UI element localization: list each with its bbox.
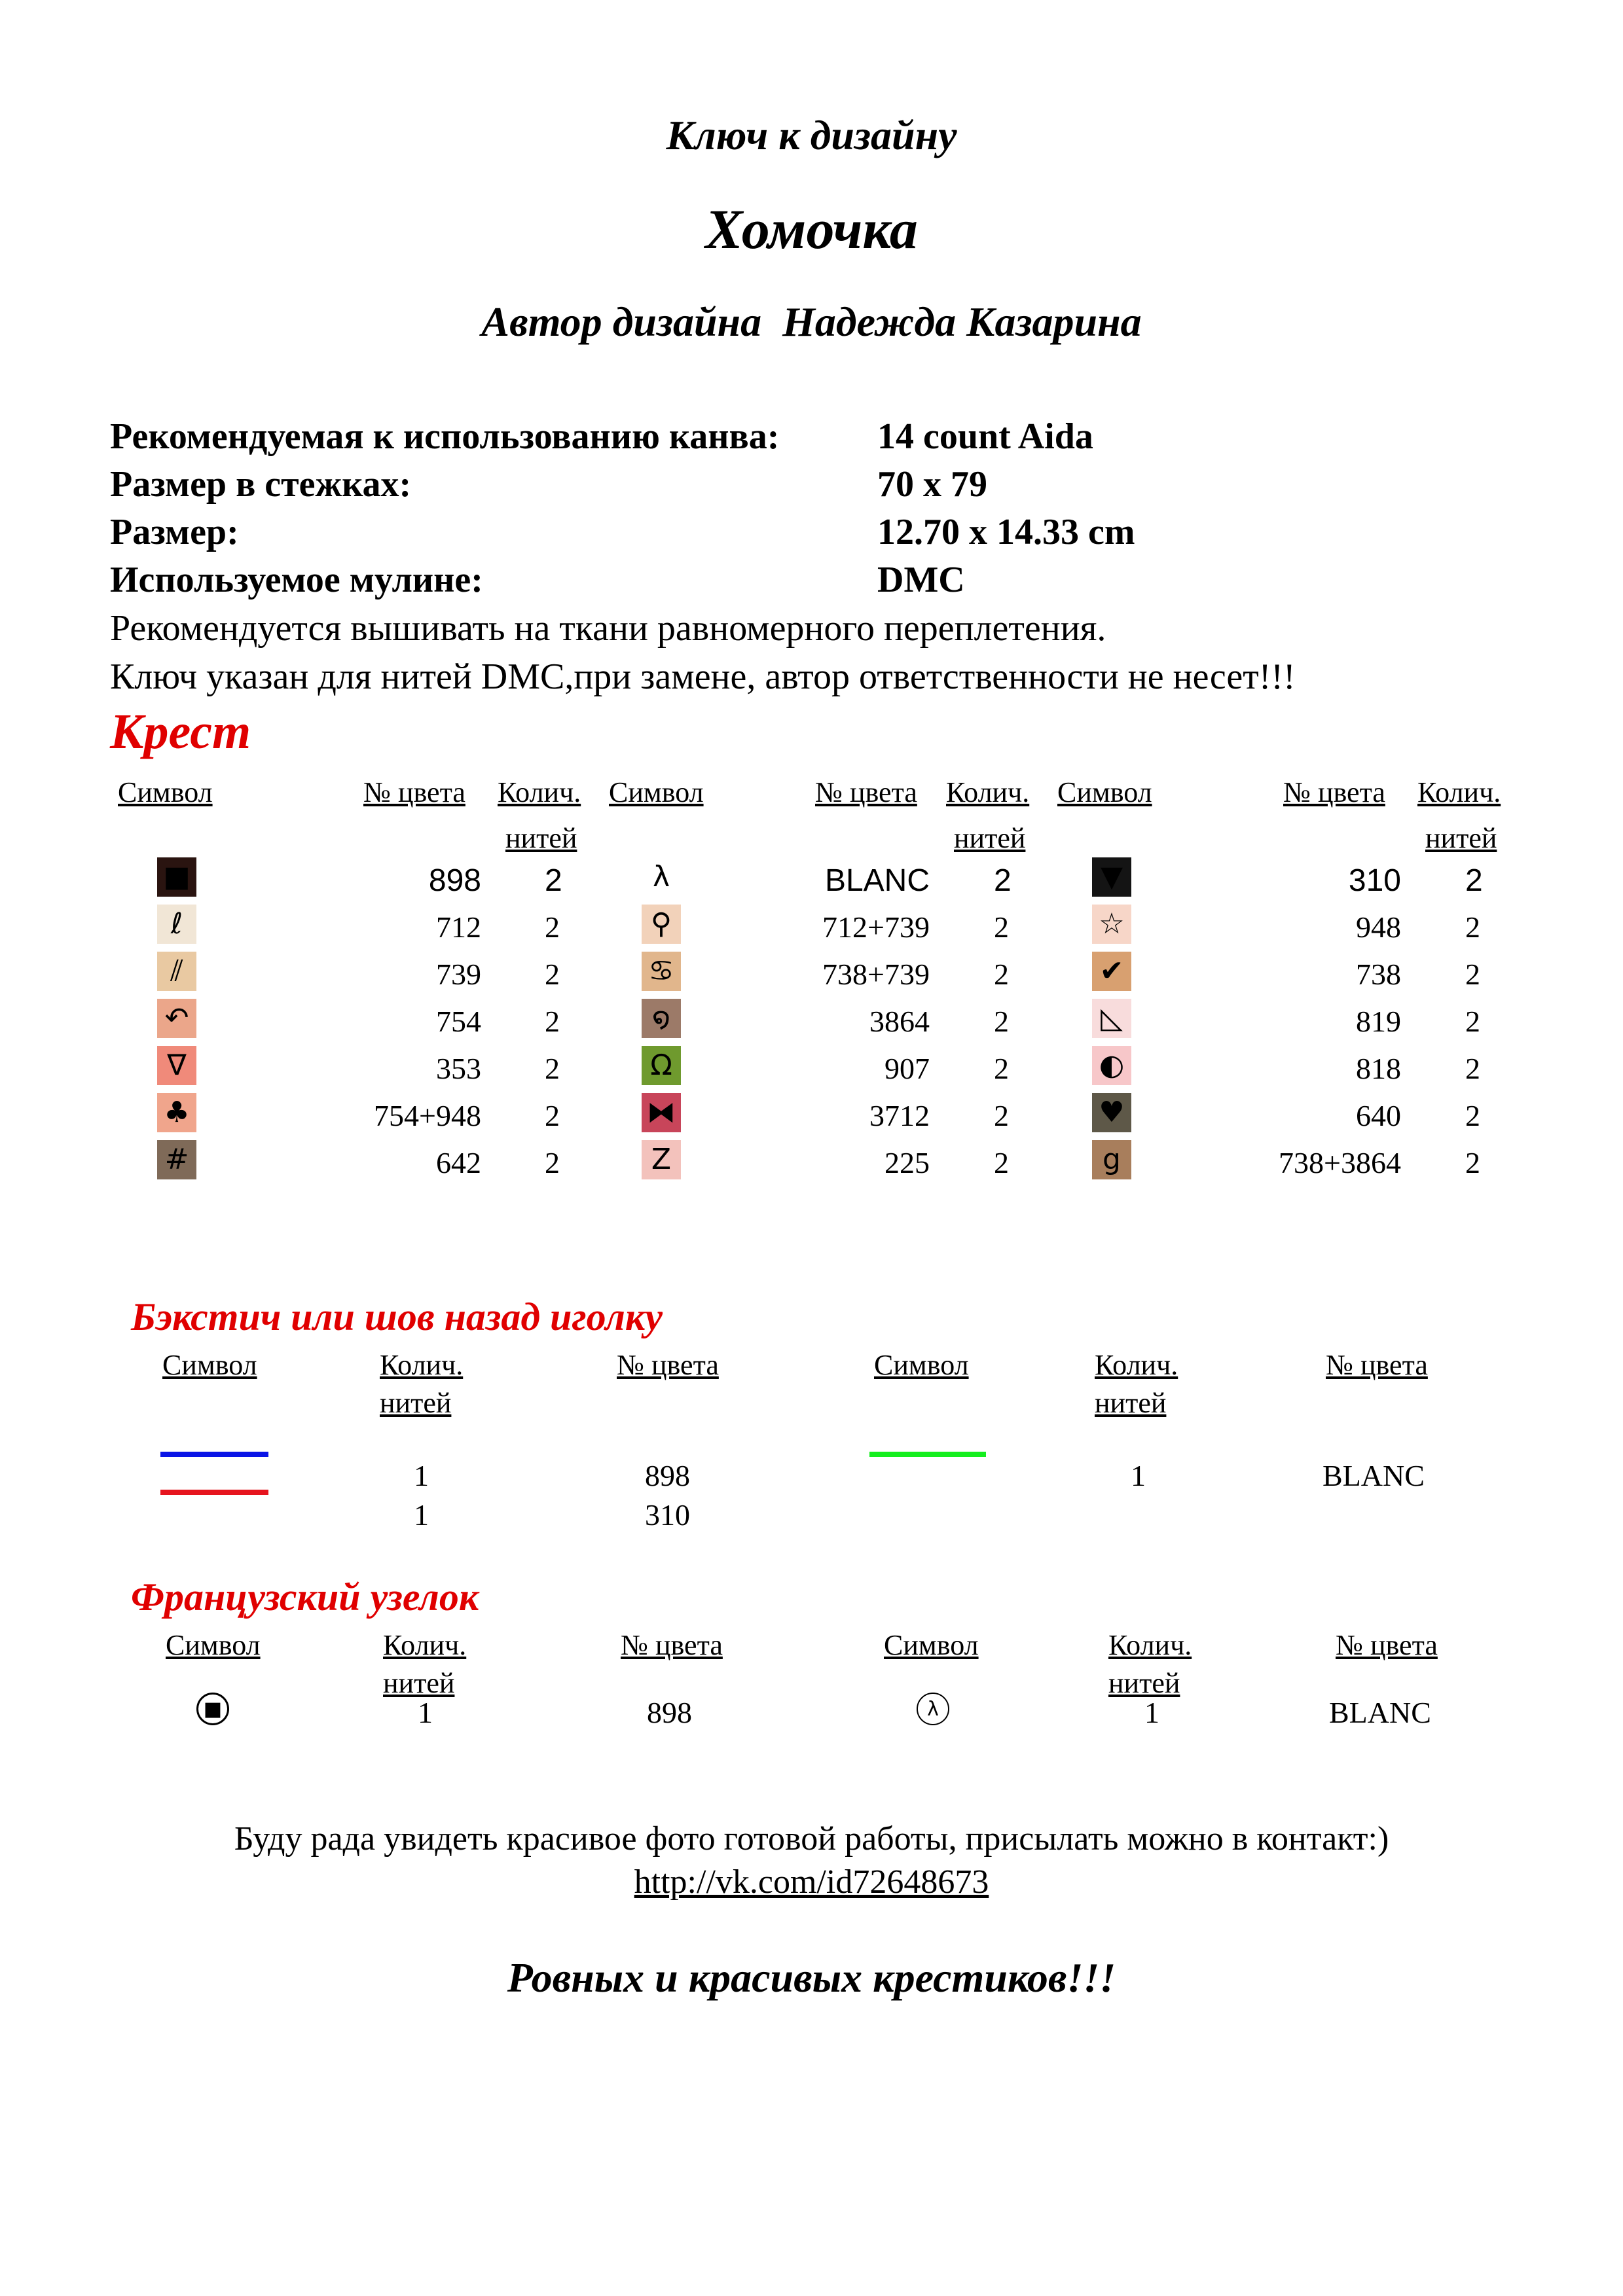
fk-symbol-glyph-right: λ xyxy=(927,1697,939,1721)
bs-header-symbol-right: Символ xyxy=(874,1349,969,1381)
backstitch-line-green xyxy=(869,1452,986,1457)
cross-color-number: 712+739 xyxy=(822,910,930,944)
cross-color-number: 818 xyxy=(1356,1052,1401,1085)
bs-color-1: 310 xyxy=(645,1498,690,1532)
cross-symbol-glyph: λ xyxy=(652,860,670,893)
cross-symbol-3712 xyxy=(642,1093,681,1132)
fk-header-count-left: Колич. xyxy=(383,1629,467,1661)
cross-symbol-glyph: ♣ xyxy=(164,1096,190,1129)
info-label-thread: Используемое мулине: xyxy=(110,560,483,600)
fk-header-symbol-right: Символ xyxy=(884,1629,979,1661)
key-title: Ключ к дизайну xyxy=(666,112,957,158)
footer-message: Буду рада увидеть красивое фото готовой работы, присылать можно в контакт:) xyxy=(234,1820,1389,1857)
cross-header-count-2: Колич. xyxy=(1417,776,1501,808)
section-title-backstitch: Бэкстич или шов назад иголку xyxy=(131,1295,663,1338)
cross-thread-count: 2 xyxy=(994,910,1009,944)
french-knot-symbol-blanc xyxy=(917,1693,949,1725)
cross-thread-count: 2 xyxy=(1465,1146,1480,1179)
fk-count-left: 1 xyxy=(418,1696,433,1729)
cross-symbol-BLANC xyxy=(642,857,681,897)
cross-color-number: 739 xyxy=(436,958,481,991)
bs-header-color-right: № цвета xyxy=(1326,1349,1428,1381)
cross-thread-count: 2 xyxy=(545,1146,560,1179)
fk-header-count2-left: нитей xyxy=(383,1667,455,1699)
info-value-thread: DMC xyxy=(877,560,965,600)
cross-symbol-glyph: ♥ xyxy=(1099,1096,1125,1129)
cross-symbol-712+739 xyxy=(642,905,681,944)
cross-thread-count: 2 xyxy=(994,1052,1009,1085)
bs-header-color-left: № цвета xyxy=(617,1349,719,1381)
bs-header-count-left: Колич. xyxy=(380,1349,464,1381)
cross-symbol-898 xyxy=(157,857,196,897)
backstitch-line-red xyxy=(160,1490,268,1495)
cross-symbol-glyph: ∇ xyxy=(167,1049,187,1082)
bs-color-0: 898 xyxy=(645,1459,690,1492)
backstitch-line-blue xyxy=(160,1452,268,1457)
cross-color-number: 738+739 xyxy=(822,958,930,991)
cross-symbol-glyph: ໑ xyxy=(651,1001,671,1035)
bs-header-count2-left: нитей xyxy=(380,1387,452,1419)
cross-thread-count: 2 xyxy=(1465,863,1483,898)
cross-symbol-739 xyxy=(157,952,196,991)
fk-count-right: 1 xyxy=(1144,1696,1159,1729)
cross-symbol-glyph: ♋ xyxy=(648,954,674,988)
cross-symbol-819 xyxy=(1092,999,1131,1038)
cross-symbol-754 xyxy=(157,999,196,1038)
cross-thread-count: 2 xyxy=(994,1146,1009,1179)
bs-header-count2-right: нитей xyxy=(1095,1387,1167,1419)
cross-color-number: 642 xyxy=(436,1146,481,1179)
cross-header-count2-2: нитей xyxy=(1425,822,1497,854)
cross-color-number: 310 xyxy=(1348,863,1401,898)
fk-header-color-right: № цвета xyxy=(1336,1629,1438,1661)
cross-header-color-1: № цвета xyxy=(815,776,917,808)
cross-thread-count: 2 xyxy=(994,1099,1009,1132)
cross-symbol-glyph: ↶ xyxy=(164,1001,189,1035)
cross-header-count2-0: нитей xyxy=(505,822,577,854)
design-name: Хомочка xyxy=(705,198,918,260)
section-title-cross: Крест xyxy=(110,704,251,759)
cross-symbol-glyph: # xyxy=(164,1143,189,1176)
cross-color-number: 898 xyxy=(428,863,481,898)
cross-thread-count: 2 xyxy=(994,958,1009,991)
design-author: Автор дизайна Надежда Казарина xyxy=(481,298,1142,345)
cross-thread-count: 2 xyxy=(1465,1052,1480,1085)
cross-symbol-glyph: ⫽ xyxy=(170,954,183,988)
cross-header-count2-1: нитей xyxy=(954,822,1026,854)
cross-color-number: 3864 xyxy=(869,1005,930,1038)
info-value-canvas: 14 count Aida xyxy=(877,416,1093,457)
bs-header-count-right: Колич. xyxy=(1095,1349,1178,1381)
note-dmc: Ключ указан для нитей DMC,при замене, автор ответственности не несет!!! xyxy=(110,656,1296,697)
cross-thread-count: 2 xyxy=(994,863,1012,898)
cross-color-number: 712 xyxy=(436,910,481,944)
cross-symbol-glyph: ■ xyxy=(163,860,191,893)
cross-thread-count: 2 xyxy=(1465,1005,1480,1038)
fk-header-symbol-left: Символ xyxy=(166,1629,261,1661)
cross-symbol-glyph: ⚲ xyxy=(650,907,672,941)
cross-header-symbol-0: Символ xyxy=(118,776,213,808)
cross-header-count-0: Колич. xyxy=(498,776,581,808)
cross-symbol-948 xyxy=(1092,905,1131,944)
cross-thread-count: 2 xyxy=(1465,958,1480,991)
bs-header-symbol-left: Символ xyxy=(162,1349,257,1381)
cross-color-number: 754 xyxy=(436,1005,481,1038)
cross-symbol-3864 xyxy=(642,999,681,1038)
cross-symbol-glyph: g xyxy=(1103,1143,1121,1176)
cross-symbol-818 xyxy=(1092,1046,1131,1085)
cross-symbol-712 xyxy=(157,905,196,944)
cross-color-number: 819 xyxy=(1356,1005,1401,1038)
cross-symbol-glyph: ✔ xyxy=(1099,954,1124,988)
note-fabric: Рекомендуется вышивать на ткани равномерного переплетения. xyxy=(110,608,1106,649)
info-value-size: 12.70 x 14.33 cm xyxy=(877,512,1135,552)
cross-symbol-642 xyxy=(157,1140,196,1179)
bs-count-2: 1 xyxy=(1131,1459,1146,1492)
bs-count-0: 1 xyxy=(414,1459,429,1492)
cross-symbol-353 xyxy=(157,1046,196,1085)
section-title-french-knot: Французский узелок xyxy=(131,1575,479,1619)
cross-symbol-310 xyxy=(1092,857,1131,897)
closing-wish: Ровных и красивых крестиков!!! xyxy=(507,1954,1116,2001)
cross-symbol-glyph: ◺ xyxy=(1101,1001,1123,1035)
cross-color-number: 738+3864 xyxy=(1279,1146,1401,1179)
cross-thread-count: 2 xyxy=(545,863,562,898)
bs-color-2: BLANC xyxy=(1322,1459,1425,1492)
cross-header-color-2: № цвета xyxy=(1283,776,1385,808)
cross-symbol-907 xyxy=(642,1046,681,1085)
cross-symbol-738 xyxy=(1092,952,1131,991)
cross-symbol-738+739 xyxy=(642,952,681,991)
cross-thread-count: 2 xyxy=(545,1099,560,1132)
cross-symbol-225 xyxy=(642,1140,681,1179)
cross-color-number: 640 xyxy=(1356,1099,1401,1132)
cross-symbol-glyph: ☆ xyxy=(1099,907,1125,941)
cross-color-number: 3712 xyxy=(869,1099,930,1132)
fk-color-left: 898 xyxy=(647,1696,692,1729)
bs-count-1: 1 xyxy=(414,1498,429,1532)
cross-symbol-glyph: ▼ xyxy=(1101,860,1123,893)
cross-thread-count: 2 xyxy=(994,1005,1009,1038)
fk-header-count2-right: нитей xyxy=(1108,1667,1180,1699)
fk-header-color-left: № цвета xyxy=(621,1629,723,1661)
cross-thread-count: 2 xyxy=(545,1052,560,1085)
cross-header-symbol-2: Символ xyxy=(1057,776,1152,808)
cross-thread-count: 2 xyxy=(545,1005,560,1038)
fk-color-right: BLANC xyxy=(1329,1696,1431,1729)
french-knot-symbol-898 xyxy=(196,1693,229,1725)
cross-symbol-glyph: ⧓ xyxy=(647,1096,676,1129)
vk-link[interactable]: http://vk.com/id72648673 xyxy=(634,1863,989,1901)
info-label-canvas: Рекомендуемая к использованию канва: xyxy=(110,416,780,457)
cross-symbol-754+948 xyxy=(157,1093,196,1132)
cross-symbol-glyph: Z xyxy=(651,1143,672,1176)
cross-color-number: 948 xyxy=(1356,910,1401,944)
fk-symbol-glyph-left: ■ xyxy=(203,1697,223,1721)
cross-symbol-640 xyxy=(1092,1093,1131,1132)
cross-color-number: 738 xyxy=(1356,958,1401,991)
cross-thread-count: 2 xyxy=(545,958,560,991)
cross-thread-count: 2 xyxy=(1465,910,1480,944)
cross-color-number: 353 xyxy=(436,1052,481,1085)
info-label-size: Размер: xyxy=(110,512,239,552)
cross-symbol-glyph: ℓ xyxy=(170,907,183,941)
cross-symbol-glyph: ◐ xyxy=(1099,1049,1125,1082)
cross-thread-count: 2 xyxy=(1465,1099,1480,1132)
cross-symbol-glyph: Ω xyxy=(650,1049,672,1082)
cross-color-number: BLANC xyxy=(824,863,930,898)
cross-color-number: 754+948 xyxy=(374,1099,481,1132)
cross-color-number: 225 xyxy=(884,1146,930,1179)
fk-header-count-right: Колич. xyxy=(1108,1629,1192,1661)
cross-header-color-0: № цвета xyxy=(363,776,465,808)
cross-color-number: 907 xyxy=(884,1052,930,1085)
cross-header-symbol-1: Символ xyxy=(609,776,704,808)
cross-symbol-738+3864 xyxy=(1092,1140,1131,1179)
cross-thread-count: 2 xyxy=(545,910,560,944)
info-label-stitches: Размер в стежках: xyxy=(110,464,412,505)
cross-header-count-1: Колич. xyxy=(946,776,1030,808)
info-value-stitches: 70 x 79 xyxy=(877,464,987,505)
